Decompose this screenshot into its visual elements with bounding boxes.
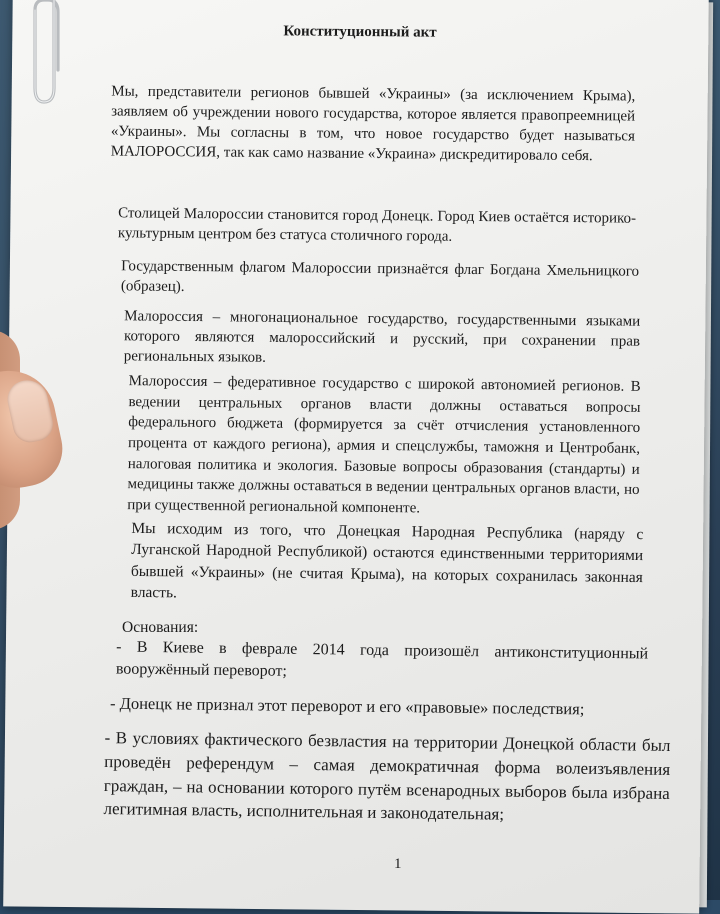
page-number: 1 <box>394 856 402 872</box>
paragraph-legitimacy: Мы исходим из того, что Донецкая Народная Республика (наряду с Луганской Народной Республикой) остаются единственными территориями бывшей «Украины» (не считая Крыма), на которых сохранилась законная власть. <box>130 519 644 602</box>
paragraph-grounds-heading: Основания: <box>122 619 199 636</box>
paragraph-grounds-2: - Донецк не признал этот переворот и его «правовые» последствия; <box>109 693 585 719</box>
paperclip-icon <box>32 0 68 108</box>
paragraph-languages: Малороссия – многонациональное государство, государственными языками которого являются малороссийский и русский, при сохранении прав региональных языков. <box>123 308 641 366</box>
paragraph-grounds-3: - В условиях фактического безвластия на территории Донецкой области был проведён референдум – самая демократичная форма волеизъявления граждан, – на основании которого путём всенародных выборов была избрана легитимная власть, исполнительная и законодательная; <box>103 728 671 825</box>
paragraph-grounds-1: - В Киеве в феврале 2014 года произошёл антиконституционный вооружённый переворот; <box>115 638 649 681</box>
paragraph-flag: Государственным флагом Малороссии признаётся флаг Богдана Хмельницкого (образец). <box>120 258 640 296</box>
paragraph-federation: Малороссия – федеративное государство с широкой автономией регионов. В ведении центральных органов власти должны оставаться вопросы федерального бюджета (формируется за счёт отчисления установленного процента от каждого региона), армия и спецслужбы, таможня и Центробанк, налоговая политика и экология. Базовые вопросы образования (стандарты) и медицины также должны оставаться в ведении центральных органов власти, но при существенной региональной компоненте. <box>127 373 641 517</box>
paragraph-capital: Столицей Малороссии становится город Донецк. Город Киев остаётся историко-культурным центром без статуса столичного города. <box>117 205 637 245</box>
paragraph-intro: Мы, представители регионов бывшей «Украины» (за исключением Крыма), заявляем об учреждении нового государства, которое является правопреемницей «Украины». Мы согласны в том, что новое государство будет называться МАЛОРОССИЯ, так как само название «Украина» дискредитировало себя. <box>110 83 636 165</box>
document-title: Конституционный акт <box>283 23 437 41</box>
